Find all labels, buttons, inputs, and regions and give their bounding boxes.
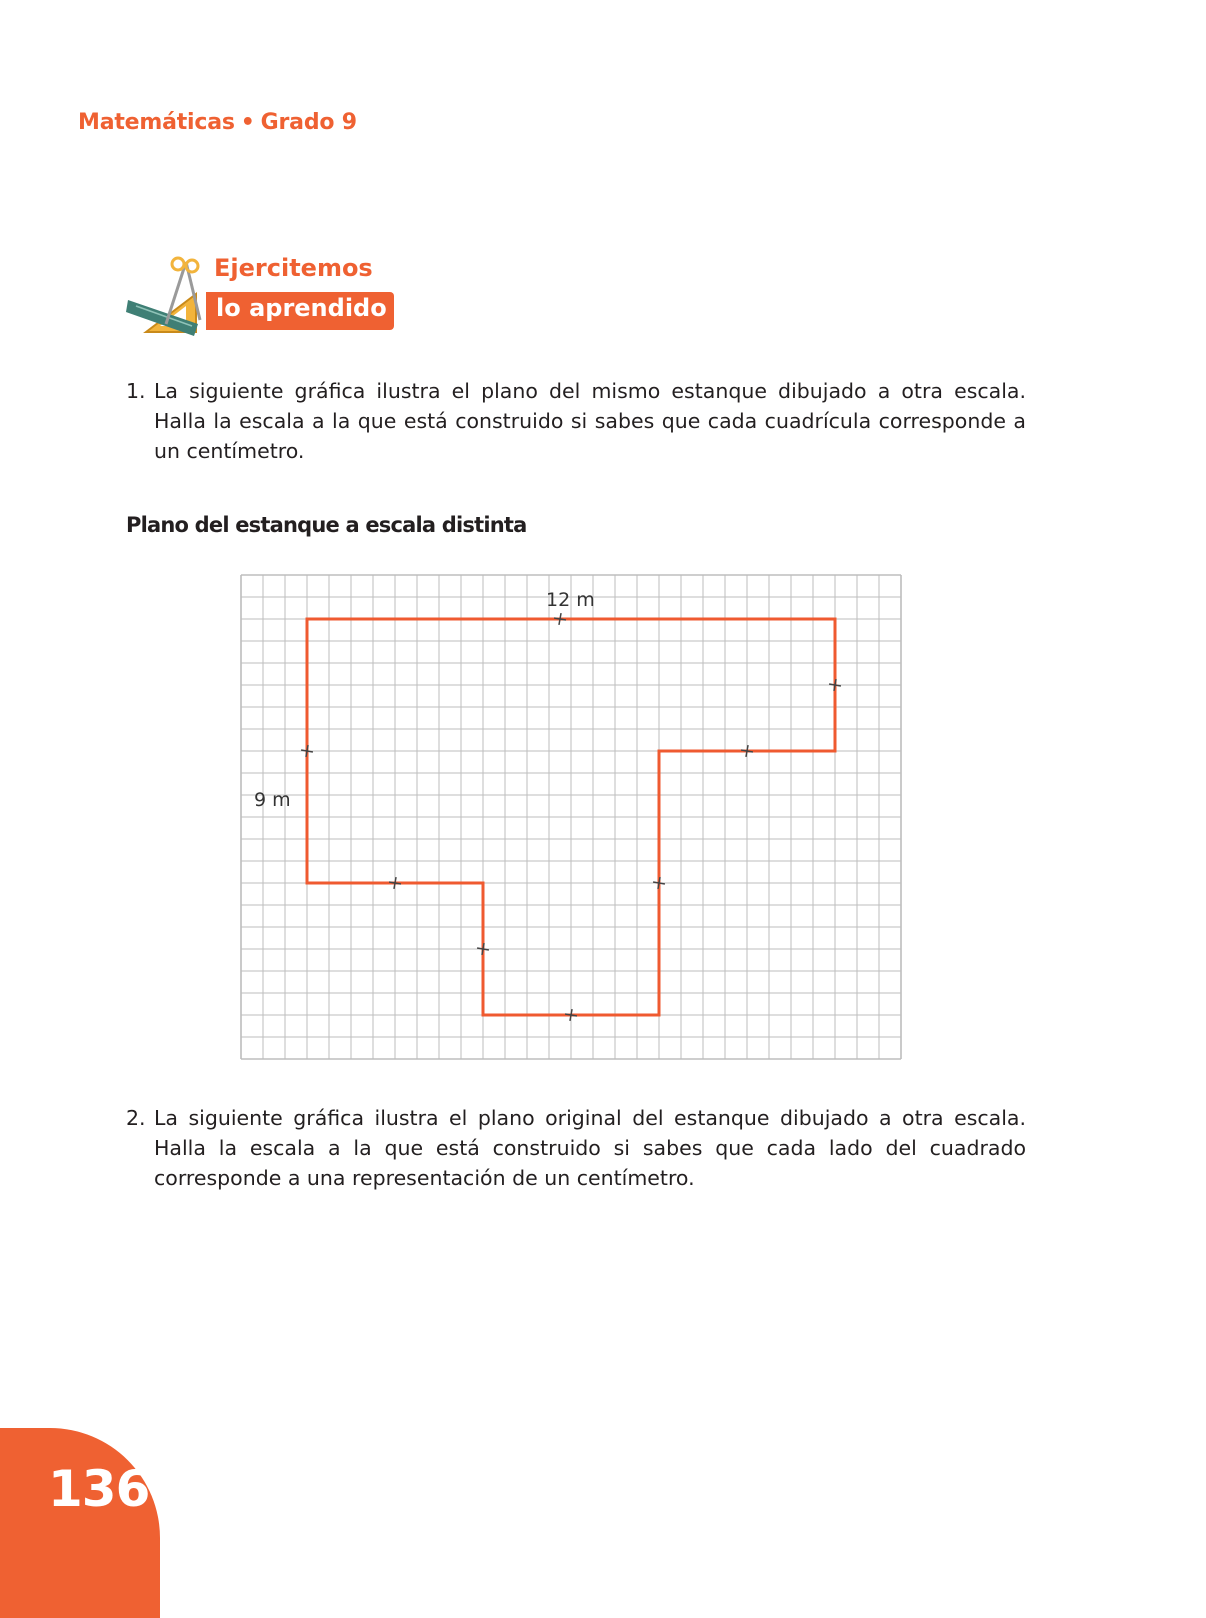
page-number: 136 [48,1460,150,1518]
side-dimension-label: 9 m [254,789,291,811]
exercise-text: La siguiente gráfica ilustra el plano del mismo estanque dibujado a otra escala. Halla la escala a la que está construido si sabes que cada cuadrícula corresponde a un centímetro. [154,379,1026,463]
page-number-tab [0,1428,160,1618]
tick-mark [741,745,753,757]
tick-mark [829,679,841,691]
tick-mark [554,613,566,625]
running-head [78,110,357,135]
grid [241,575,901,1059]
tick-mark [565,1009,577,1021]
figure-title: Plano del estanque a escala distinta [126,513,527,537]
exercise-2 [126,1103,1026,1193]
grade-label: Grado 9 [260,110,357,135]
pond-plan-figure [240,574,902,1062]
subject-label: Matemáticas [78,110,235,135]
exercise-text: La siguiente gráfica ilustra el plano original del estanque dibujado a otra escala. Halla la escala a la que está construido si sabes que cada lado del cuadrado corresponde a una representación de un centímetro. [154,1106,1026,1190]
header-separator: • [240,110,255,135]
tick-mark [477,943,489,955]
top-dimension-label: 12 m [546,589,595,611]
tick-mark [301,745,313,757]
tick-mark [389,877,401,889]
exercise-1 [126,376,1026,466]
tick-mark [653,877,665,889]
pond-plan-svg [240,574,902,1062]
exercise-number: 1. [126,379,146,403]
section-title: Ejercitemos [214,254,373,282]
exercise-number: 2. [126,1106,146,1130]
section-badge [126,250,406,345]
section-subtitle: lo aprendido [216,294,387,322]
